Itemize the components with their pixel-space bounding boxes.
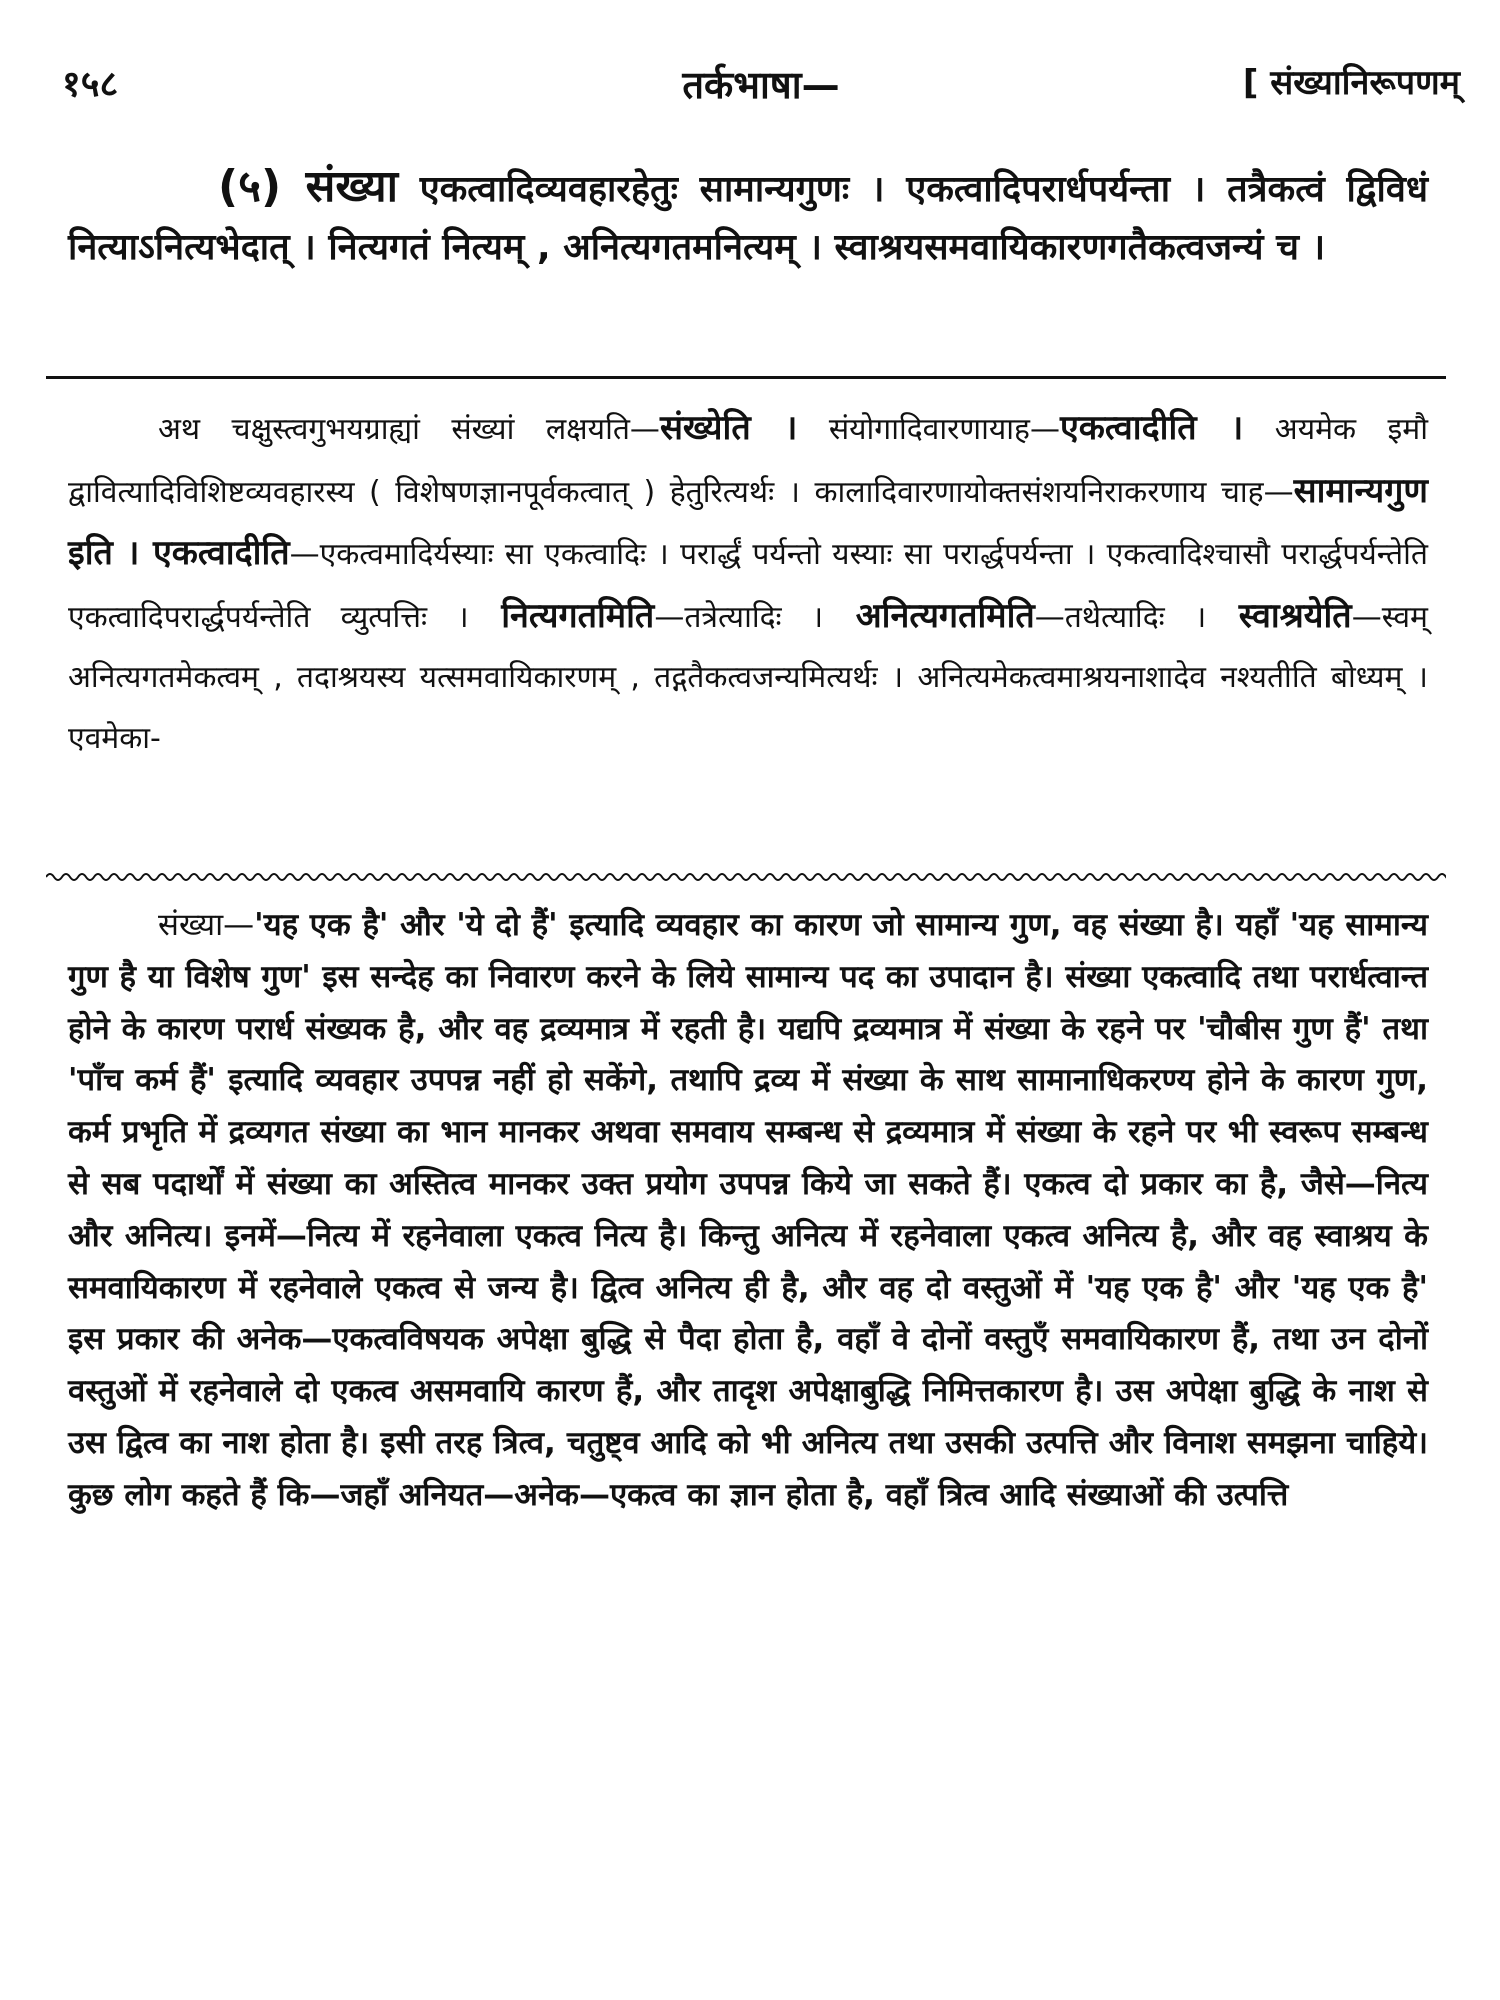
commentary-text: —तथेत्यादिः । bbox=[1034, 599, 1207, 635]
section-title: [ संख्यानिरूपणम् bbox=[1242, 63, 1460, 103]
page-header bbox=[62, 58, 1460, 118]
commentary-keyword: एकत्वादीति । bbox=[1059, 408, 1244, 448]
wavy-divider bbox=[46, 870, 1446, 884]
divider-line bbox=[46, 376, 1446, 379]
sutra-text bbox=[68, 158, 1428, 277]
commentary-keyword: संख्येति । bbox=[659, 408, 798, 448]
sutra-body: एकत्वादिव्यवहारहेतुः सामान्यगुणः । एकत्वादिपरार्धपर्यन्ता । तत्रैकत्वं द्विविधं नित्याऽनित्यभेदात् । नित्यगतं नित्यम् , अनित्यगतमनित्यम् । स्वाश्रयसमवायिकारणगतैकत्वजन्यं च । bbox=[68, 169, 1428, 268]
commentary-text: संयोगादिवारणायाह— bbox=[797, 412, 1060, 447]
commentary-keyword: सामान्यगुण इति । bbox=[68, 470, 1428, 573]
commentary-keyword: नित्यगतमिति bbox=[468, 595, 655, 636]
commentary-keyword: स्वाश्रयेति bbox=[1206, 595, 1352, 636]
commentary-text: अयमेक इमौ द्वावित्यादिविशिष्टव्यवहारस्य ( विशेषणज्ञानपूर्वकत्वात् ) हेतुरित्यर्थः । कालादिवारणायोक्तसंशयनिराकरणाय चाह— bbox=[68, 412, 1428, 510]
commentary-keyword: अनित्यगतमिति bbox=[823, 595, 1035, 636]
translation-body: 'यह एक है' और 'ये दो हैं' इत्यादि व्यवहार का कारण जो सामान्य गुण, वह संख्या है। यहाँ 'यह सामान्य गुण है या विशेष गुण' इस सन्देह का निवारण करने के लिये सामान्य पद का उपादान है। संख्या एकत्वादि तथा परार्धत्वान्त होने के कारण परार्ध संख्यक है, और वह द्रव्यमात्र में रहती है। यद्यपि द्रव्यमात्र में संख्या के रहने पर 'चौबीस गुण हैं' तथा 'पाँच कर्म हैं' इत्यादि व्यवहार उपपन्न नहीं हो सकेंगे, तथापि द्रव्य में संख्या के साथ सामानाधिकरण्य होने के कारण गुण, कर्म प्रभृति में द्रव्यगत संख्या का भान मानकर अथवा समवाय सम्बन्ध से द्रव्यमात्र में संख्या के रहने पर भी स्वरूप सम्बन्ध से सब पदार्थों में संख्या का अस्तित्व मानकर उक्त प्रयोग उपपन्न किये जा सकते हैं। एकत्व दो प्रकार का है, जैसे—नित्य और अनित्य। इनमें—नित्य में रहनेवाला एकत्व नित्य है। किन्तु अनित्य में रहनेवाला एकत्व अनित्य है, और वह स्वाश्रय के समवायिकारण में रहनेवाले एकत्व से जन्य है। द्वित्व अनित्य ही है, और वह दो वस्तुओं में 'यह एक है' और 'यह एक है' इस प्रकार की अनेक—एकत्वविषयक अपेक्षा बुद्धि से पैदा होता है, वहाँ वे दोनों वस्तुएँ समवायिकारण हैं, तथा उन दोनों वस्तुओं में रहनेवाले दो एकत्व असमवायि कारण हैं, और तादृश अपेक्षाबुद्धि निमित्तकारण है। उस अपेक्षा बुद्धि के नाश से उस द्वित्व का नाश होता है। इसी तरह त्रित्व, चतुष्ट्व आदि को भी अनित्य तथा उसकी उत्पत्ति और विनाश समझना चाहिये। कुछ लोग कहते हैं कि—जहाँ अनियत—अनेक—एकत्व का ज्ञान होता है, वहाँ त्रित्व आदि संख्याओं की उत्पत्ति bbox=[68, 907, 1428, 1513]
book-title: तर्कभाषा— bbox=[682, 63, 840, 107]
commentary-text: —स्वम् अनित्यगतमेकत्वम् , तदाश्रयस्य यत्समवायिकारणम् , तद्गतैकत्वजन्यमित्यर्थः । अनित्यमेकत्वमाश्रयनाशादेव नश्यतीति बोध्यम् । एवमेका- bbox=[68, 599, 1428, 756]
commentary-text: —तत्रेत्यादिः । bbox=[654, 599, 824, 635]
commentary-keyword: एकत्वादीति bbox=[139, 533, 290, 573]
hindi-translation bbox=[68, 900, 1428, 1522]
translation-lead: संख्या— bbox=[158, 907, 255, 943]
page-number: १५८ bbox=[62, 64, 119, 105]
sutra-label: (५) संख्या bbox=[218, 161, 399, 212]
commentary-text: अथ चक्षुस्त्वगुभयग्राह्यां संख्यां लक्षयति— bbox=[158, 412, 660, 447]
commentary-text: —एकत्वमादिर्यस्याः सा एकत्वादिः । परार्द्धं पर्यन्तो यस्याः सा परार्द्धपर्यन्ता । एकत्वादिश्चासौ परार्द्धपर्यन्तेति एकत्वादिपरार्द्धपर्यन्तेति व्युत्पत्तिः । bbox=[68, 537, 1428, 635]
sanskrit-commentary bbox=[68, 398, 1428, 769]
